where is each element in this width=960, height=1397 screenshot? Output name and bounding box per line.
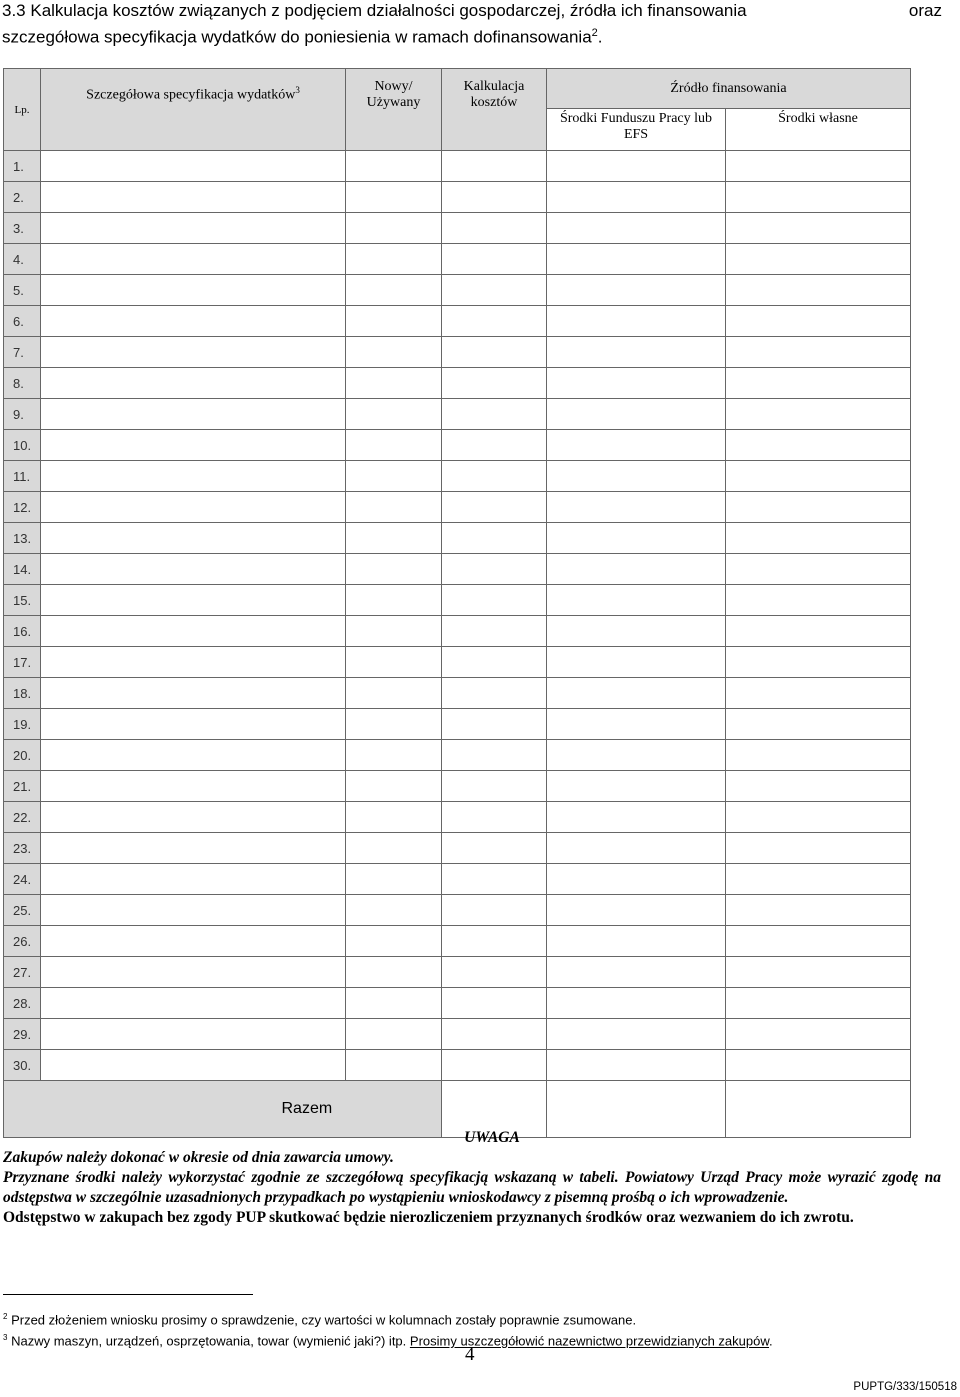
specification-cell[interactable] — [41, 554, 346, 585]
new-used-cell[interactable] — [346, 833, 442, 864]
new-used-cell[interactable] — [346, 337, 442, 368]
own-funds-cell[interactable] — [726, 337, 911, 368]
row-number: 18. — [4, 678, 41, 709]
own-funds-cell[interactable] — [726, 523, 911, 554]
header-cost-calculation: Kalkulacja kosztów — [442, 69, 547, 151]
cost-cell[interactable] — [442, 802, 547, 833]
row-number: 24. — [4, 864, 41, 895]
row-number: 16. — [4, 616, 41, 647]
specification-cell[interactable] — [41, 647, 346, 678]
document-code: PUPTG/333/150518 — [853, 1381, 957, 1393]
new-used-cell[interactable] — [346, 616, 442, 647]
specification-cell[interactable] — [41, 213, 346, 244]
new-used-cell[interactable] — [346, 523, 442, 554]
row-number: 28. — [4, 988, 41, 1019]
new-used-cell[interactable] — [346, 213, 442, 244]
table-row — [4, 275, 911, 306]
table-row — [4, 833, 911, 864]
own-funds-cell[interactable] — [726, 1050, 911, 1081]
new-used-cell[interactable] — [346, 895, 442, 926]
section-heading — [2, 0, 942, 49]
own-funds-cell[interactable] — [726, 647, 911, 678]
fund-cell[interactable] — [547, 554, 726, 585]
own-funds-cell[interactable] — [726, 368, 911, 399]
note-specification-italic: Przyznane środki należy wykorzystać zgodnie ze szczegółową specyfikacją wskazaną w tabeli. — [3, 1169, 619, 1186]
new-used-cell[interactable] — [346, 647, 442, 678]
own-funds-cell[interactable] — [726, 895, 911, 926]
table-row — [4, 492, 911, 523]
table-row — [4, 802, 911, 833]
cost-cell[interactable] — [442, 740, 547, 771]
footnote-3-underlined: Prosimy uszczegółowić nazewnictwo przewidzianych zakupów — [409, 1333, 770, 1349]
new-used-cell[interactable] — [346, 461, 442, 492]
row-number: 9. — [4, 399, 41, 430]
specification-cell[interactable] — [41, 802, 346, 833]
own-funds-cell[interactable] — [726, 399, 911, 430]
row-number: 19. — [4, 709, 41, 740]
cost-cell[interactable] — [442, 678, 547, 709]
fund-cell[interactable] — [547, 1019, 726, 1050]
fund-cell[interactable] — [547, 647, 726, 678]
row-number: 29. — [4, 1019, 41, 1050]
note-specification — [3, 1168, 941, 1208]
fund-cell[interactable] — [547, 244, 726, 275]
table-row — [4, 957, 911, 988]
header-specification: Szczegółowa specyfikacja wydatków$^3$ — [41, 69, 346, 151]
own-funds-cell[interactable] — [726, 275, 911, 306]
new-used-cell[interactable] — [346, 306, 442, 337]
own-funds-cell[interactable] — [726, 151, 911, 182]
cost-cell[interactable] — [442, 275, 547, 306]
table-row — [4, 771, 911, 802]
footnote-ref-2: 2 — [591, 27, 598, 39]
specification-cell[interactable] — [41, 461, 346, 492]
new-used-cell[interactable] — [346, 151, 442, 182]
heading-line2-end: . — [597, 27, 603, 47]
new-used-cell[interactable] — [346, 182, 442, 213]
cost-cell[interactable] — [442, 1019, 547, 1050]
own-funds-cell[interactable] — [726, 771, 911, 802]
new-used-cell[interactable] — [346, 1019, 442, 1050]
cost-cell[interactable] — [442, 833, 547, 864]
specification-cell[interactable] — [41, 337, 346, 368]
new-used-cell[interactable] — [346, 709, 442, 740]
cost-cell[interactable] — [442, 337, 547, 368]
own-funds-cell[interactable] — [726, 461, 911, 492]
heading-line1-end: oraz — [908, 1, 942, 20]
row-number: 25. — [4, 895, 41, 926]
table-row — [4, 337, 911, 368]
fund-cell[interactable] — [547, 306, 726, 337]
table-row — [4, 864, 911, 895]
table-row — [4, 151, 911, 182]
table-row — [4, 895, 911, 926]
row-number: 2. — [4, 182, 41, 213]
row-number: 11. — [4, 461, 41, 492]
own-funds-cell[interactable] — [726, 802, 911, 833]
fund-cell[interactable] — [547, 151, 726, 182]
fund-cell[interactable] — [547, 957, 726, 988]
new-used-cell[interactable] — [346, 771, 442, 802]
own-funds-cell[interactable] — [726, 430, 911, 461]
fund-cell[interactable] — [547, 368, 726, 399]
row-number: 23. — [4, 833, 41, 864]
own-funds-cell[interactable] — [726, 182, 911, 213]
table-row — [4, 1019, 911, 1050]
row-number: 3. — [4, 213, 41, 244]
specification-cell[interactable] — [41, 1050, 346, 1081]
fund-cell[interactable] — [547, 895, 726, 926]
fund-cell[interactable] — [547, 1050, 726, 1081]
specification-cell[interactable] — [41, 151, 346, 182]
fund-cell[interactable] — [547, 833, 726, 864]
cost-cell[interactable] — [442, 430, 547, 461]
own-funds-cell[interactable] — [726, 833, 911, 864]
header-own-funds: Środki własne — [726, 109, 911, 151]
footnote-separator — [3, 1294, 253, 1295]
specification-cell[interactable] — [41, 678, 346, 709]
specification-cell[interactable] — [41, 926, 346, 957]
fund-cell[interactable] — [547, 988, 726, 1019]
row-number: 12. — [4, 492, 41, 523]
new-used-cell[interactable] — [346, 275, 442, 306]
specification-cell[interactable] — [41, 709, 346, 740]
table-row — [4, 368, 911, 399]
table-row — [4, 988, 911, 1019]
specification-cell[interactable] — [41, 306, 346, 337]
specification-cell[interactable] — [41, 399, 346, 430]
header-lp: Lp. — [4, 69, 41, 151]
note-deviation: Powiatowy Urząd Pracy może wyrazić zgodę na odstępstwa w szczególnie uzasadnionych przypadkach po wystąpieniu wnioskodawcy z pisemną prośbą o ich wprowadzenie. — [3, 1169, 941, 1206]
fund-cell[interactable] — [547, 926, 726, 957]
specification-cell[interactable] — [41, 616, 346, 647]
row-number: 6. — [4, 306, 41, 337]
row-number: 5. — [4, 275, 41, 306]
cost-cell[interactable] — [442, 957, 547, 988]
own-funds-cell[interactable] — [726, 926, 911, 957]
own-funds-cell[interactable] — [726, 864, 911, 895]
row-number: 17. — [4, 647, 41, 678]
heading-line2: szczegółowa specyfikacja wydatków do poniesienia w ramach dofinansowania — [2, 27, 592, 47]
table-row — [4, 430, 911, 461]
footnote-3: $^3$ Nazwy maszyn, urządzeń, osprzętowania, towar (wymienić jaki?) itp. Prosimy uszczegółowić nazewnictwo przewidzianych zakupów. — [3, 1333, 773, 1349]
note-purchase-period: Zakupów należy dokonać w okresie od dnia zawarcia umowy. — [3, 1149, 394, 1166]
row-number: 14. — [4, 554, 41, 585]
own-funds-cell[interactable] — [726, 678, 911, 709]
table-row — [4, 399, 911, 430]
table-row — [4, 647, 911, 678]
new-used-cell[interactable] — [346, 957, 442, 988]
own-funds-cell[interactable] — [726, 554, 911, 585]
new-used-cell[interactable] — [346, 492, 442, 523]
new-used-cell[interactable] — [346, 399, 442, 430]
specification-cell[interactable] — [41, 740, 346, 771]
fund-cell[interactable] — [547, 399, 726, 430]
cost-cell[interactable] — [442, 585, 547, 616]
row-number: 26. — [4, 926, 41, 957]
table-row — [4, 182, 911, 213]
specification-cell[interactable] — [41, 585, 346, 616]
table-row — [4, 213, 911, 244]
fund-cell[interactable] — [547, 709, 726, 740]
specification-cell[interactable] — [41, 275, 346, 306]
table-row — [4, 926, 911, 957]
new-used-cell[interactable] — [346, 368, 442, 399]
cost-cell[interactable] — [442, 864, 547, 895]
cost-cell[interactable] — [442, 461, 547, 492]
fund-cell[interactable] — [547, 182, 726, 213]
header-new-used: Nowy/ Używany — [346, 69, 442, 151]
cost-cell[interactable] — [442, 492, 547, 523]
specification-cell[interactable] — [41, 988, 346, 1019]
new-used-cell[interactable] — [346, 740, 442, 771]
heading-line1: 3.3 Kalkulacja kosztów związanych z podjęciem działalności gospodarczej, źródła ich finansowania — [2, 1, 747, 20]
fund-cell[interactable] — [547, 337, 726, 368]
own-funds-cell[interactable] — [726, 709, 911, 740]
new-used-cell[interactable] — [346, 802, 442, 833]
cost-cell[interactable] — [442, 895, 547, 926]
row-number: 4. — [4, 244, 41, 275]
fund-cell[interactable] — [547, 523, 726, 554]
footnote-ref-3: 3 — [295, 85, 300, 96]
specification-cell[interactable] — [41, 833, 346, 864]
cost-cell[interactable] — [442, 1050, 547, 1081]
header-funding-source: Źródło finansowania — [547, 69, 911, 109]
fund-cell[interactable] — [547, 461, 726, 492]
cost-cell[interactable] — [442, 926, 547, 957]
cost-cell[interactable] — [442, 647, 547, 678]
row-number: 10. — [4, 430, 41, 461]
row-number: 13. — [4, 523, 41, 554]
own-funds-cell[interactable] — [726, 1019, 911, 1050]
footnote-2: $^2$ Przed złożeniem wniosku prosimy o sprawdzenie, czy wartości w kolumnach zostały poprawnie zsumowane. — [3, 1312, 637, 1328]
table-row — [4, 616, 911, 647]
fund-cell[interactable] — [547, 678, 726, 709]
total-label-text: Razem — [281, 1100, 333, 1117]
table-row — [4, 709, 911, 740]
specification-cell[interactable] — [41, 895, 346, 926]
fund-cell[interactable] — [547, 492, 726, 523]
table-row — [4, 740, 911, 771]
specification-cell[interactable] — [41, 182, 346, 213]
row-number: 30. — [4, 1050, 41, 1081]
table-row — [4, 244, 911, 275]
fund-cell[interactable] — [547, 213, 726, 244]
own-funds-cell[interactable] — [726, 616, 911, 647]
row-number: 22. — [4, 802, 41, 833]
cost-cell[interactable] — [442, 213, 547, 244]
specification-cell[interactable] — [41, 244, 346, 275]
specification-cell[interactable] — [41, 771, 346, 802]
specification-cell[interactable] — [41, 864, 346, 895]
fund-cell[interactable] — [547, 430, 726, 461]
fund-cell[interactable] — [547, 771, 726, 802]
new-used-cell[interactable] — [346, 1050, 442, 1081]
uwaga-heading: UWAGA — [464, 1129, 520, 1146]
table-row — [4, 306, 911, 337]
cost-cell[interactable] — [442, 523, 547, 554]
fund-cell[interactable] — [547, 864, 726, 895]
fund-cell[interactable] — [547, 802, 726, 833]
page-number: 4 — [465, 1344, 475, 1365]
note-consequence: Odstępstwo w zakupach bez zgody PUP skutkować będzie nierozliczeniem przyznanych środków oraz wezwaniem do ich zwrotu. — [3, 1209, 854, 1226]
cost-specification-table — [3, 68, 911, 1138]
new-used-cell[interactable] — [346, 988, 442, 1019]
cost-cell[interactable] — [442, 182, 547, 213]
row-number: 7. — [4, 337, 41, 368]
cost-cell[interactable] — [442, 368, 547, 399]
own-funds-cell[interactable] — [726, 740, 911, 771]
own-funds-cell[interactable] — [726, 492, 911, 523]
specification-cell[interactable] — [41, 492, 346, 523]
cost-cell[interactable] — [442, 151, 547, 182]
own-funds-cell[interactable] — [726, 306, 911, 337]
fund-cell[interactable] — [547, 740, 726, 771]
notes-section — [3, 1128, 941, 1228]
cost-cell[interactable] — [442, 244, 547, 275]
specification-cell[interactable] — [41, 368, 346, 399]
cost-cell[interactable] — [442, 554, 547, 585]
cost-cell[interactable] — [442, 306, 547, 337]
new-used-cell[interactable] — [346, 678, 442, 709]
cost-cell[interactable] — [442, 771, 547, 802]
cost-cell[interactable] — [442, 988, 547, 1019]
cost-cell[interactable] — [442, 399, 547, 430]
cost-cell[interactable] — [442, 709, 547, 740]
own-funds-cell[interactable] — [726, 213, 911, 244]
new-used-cell[interactable] — [346, 864, 442, 895]
cost-cell[interactable] — [442, 616, 547, 647]
own-funds-cell[interactable] — [726, 957, 911, 988]
row-number: 20. — [4, 740, 41, 771]
table-row — [4, 523, 911, 554]
fund-cell[interactable] — [547, 585, 726, 616]
new-used-cell[interactable] — [346, 244, 442, 275]
table-row — [4, 461, 911, 492]
new-used-cell[interactable] — [346, 585, 442, 616]
row-number: 15. — [4, 585, 41, 616]
specification-cell[interactable] — [41, 1019, 346, 1050]
fund-cell[interactable] — [547, 275, 726, 306]
table-row — [4, 678, 911, 709]
fund-cell[interactable] — [547, 616, 726, 647]
own-funds-cell[interactable] — [726, 988, 911, 1019]
own-funds-cell[interactable] — [726, 585, 911, 616]
own-funds-cell[interactable] — [726, 244, 911, 275]
table-row — [4, 1050, 911, 1081]
row-number: 1. — [4, 151, 41, 182]
new-used-cell[interactable] — [346, 926, 442, 957]
specification-cell[interactable] — [41, 957, 346, 988]
header-fund-efs: Środki Funduszu Pracy lub EFS — [547, 109, 726, 151]
specification-cell[interactable] — [41, 523, 346, 554]
row-number: 8. — [4, 368, 41, 399]
new-used-cell[interactable] — [346, 430, 442, 461]
row-number: 21. — [4, 771, 41, 802]
table-row — [4, 554, 911, 585]
new-used-cell[interactable] — [346, 554, 442, 585]
table-row — [4, 585, 911, 616]
specification-cell[interactable] — [41, 430, 346, 461]
row-number: 27. — [4, 957, 41, 988]
